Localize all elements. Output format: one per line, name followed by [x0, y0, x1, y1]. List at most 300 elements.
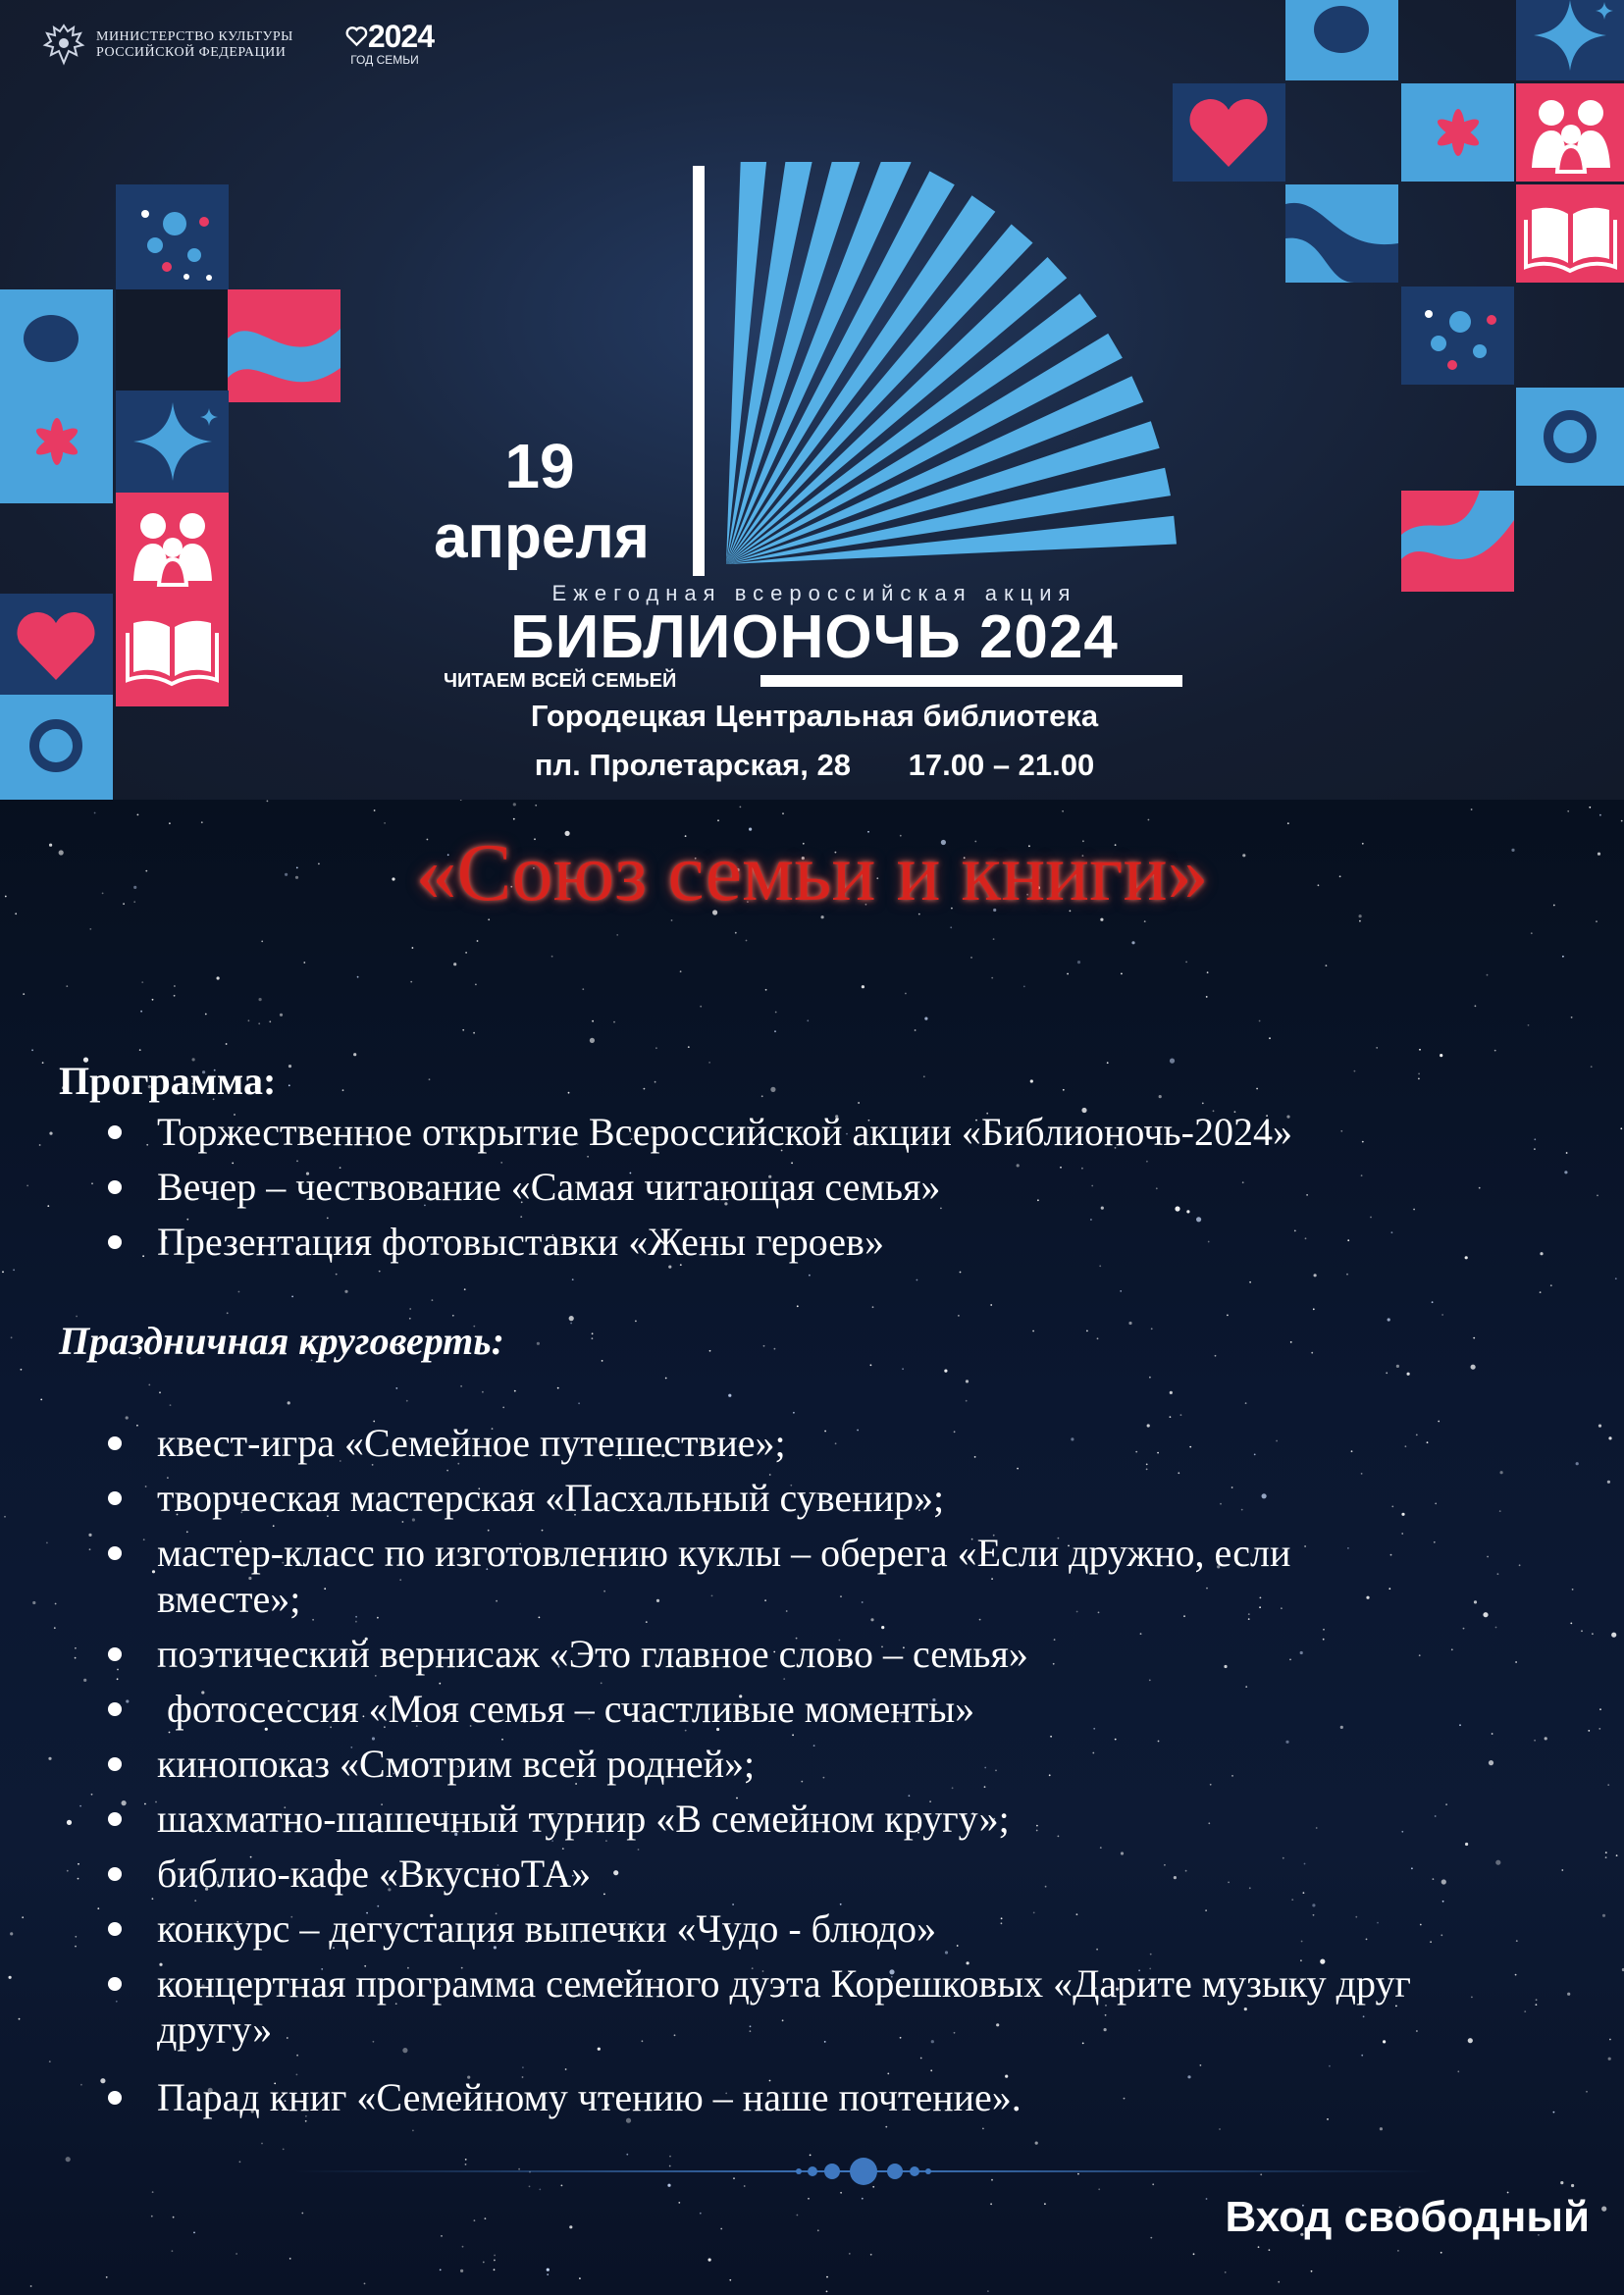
open-book-icon: [1516, 184, 1624, 283]
star-dot: [152, 999, 154, 1001]
star-dot: [1067, 973, 1069, 975]
star-dot: [1311, 1352, 1313, 1354]
star-dot: [568, 1092, 570, 1094]
star-dot: [429, 1078, 431, 1080]
star-dot: [1561, 1869, 1563, 1871]
star-dot: [1396, 1365, 1399, 1368]
star-dot: [590, 1038, 595, 1043]
star-dot: [239, 2161, 241, 2163]
star-dot: [1540, 1252, 1543, 1255]
star-dot: [720, 2228, 722, 2230]
year-of-family-number: 2024: [367, 19, 434, 54]
star-dot: [494, 2260, 496, 2262]
logo-underline: [760, 675, 1182, 687]
program-heading: Программа:: [59, 1059, 277, 1103]
star-dot: [592, 1332, 594, 1334]
list-item: кинопоказ «Смотрим всей родней»;: [108, 1741, 1501, 1787]
star-dot: [1609, 2039, 1611, 2041]
wave-icon: [1401, 491, 1514, 592]
bullet-icon: [108, 1702, 122, 1716]
star-dot: [10, 1932, 13, 1935]
event-tagline: ЧИТАЕМ ВСЕЙ СЕМЬЕЙ: [444, 670, 677, 692]
star-dot: [1035, 2142, 1038, 2145]
tile-wave-right: [1285, 184, 1398, 283]
star-dot: [227, 1312, 229, 1314]
star-dot: [280, 1014, 283, 1017]
star-dot: [11, 1336, 13, 1338]
bubbles-icon: [1401, 287, 1514, 385]
star-dot: [1170, 1416, 1172, 1418]
star-dot: [1601, 2207, 1606, 2212]
bullet-icon: [108, 1125, 122, 1139]
star-dot: [75, 1647, 77, 1649]
star-dot: [1097, 1337, 1099, 1339]
star-dot: [708, 2259, 711, 2262]
star-dot: [1540, 1291, 1542, 1293]
star-dot: [1515, 1974, 1517, 1976]
star-dot: [993, 938, 995, 940]
star-dot: [89, 1548, 91, 1550]
star-dot: [441, 2235, 443, 2237]
star-dot: [1597, 1195, 1598, 1197]
star-dot: [1487, 974, 1489, 976]
star-dot: [460, 800, 462, 801]
star-dot: [226, 1043, 228, 1045]
star-dot: [537, 1342, 540, 1345]
bullet-icon: [108, 1977, 122, 1991]
star-dot: [678, 2202, 680, 2204]
star-dot: [602, 1360, 603, 1362]
star-dot: [1586, 2091, 1588, 2093]
star-dot: [289, 2258, 291, 2260]
star-dot: [582, 988, 584, 990]
bullet-icon: [108, 2091, 122, 2105]
star-dot: [746, 940, 748, 942]
star-dot: [303, 962, 305, 964]
tile-family-right: [1516, 83, 1624, 182]
star-dot: [770, 1087, 775, 1092]
list-item: Торжественное открытие Всероссийской акции «Библионочь-2024»: [108, 1109, 1501, 1155]
star-dot: [1607, 1481, 1610, 1484]
heart-icon: [0, 594, 113, 697]
star-dot: [547, 2269, 550, 2271]
star-dot: [106, 2276, 108, 2278]
bullet-icon: [108, 1867, 122, 1881]
star-dot: [665, 1378, 667, 1380]
star-dot: [655, 1047, 657, 1049]
star-dot: [139, 1049, 141, 1051]
star-dot: [1432, 1301, 1434, 1303]
ring-icon: [1516, 388, 1624, 486]
star-dot: [173, 2217, 175, 2218]
book-fan-logo-icon: [687, 162, 1197, 584]
star-dot: [1515, 1661, 1517, 1663]
star-dot: [75, 1657, 77, 1659]
star-dot: [1536, 1999, 1538, 2001]
star-dot: [1519, 1564, 1521, 1566]
star-dot: [238, 1291, 240, 1293]
star-dot: [902, 1368, 904, 1370]
star-dot: [1572, 1589, 1574, 1591]
star-dot: [1471, 1365, 1476, 1370]
star-dot: [462, 1029, 464, 1031]
star-dot: [1570, 1623, 1572, 1625]
venue-line: [324, 748, 1305, 783]
star-dot: [440, 2269, 442, 2271]
star-dot: [1598, 1728, 1600, 1730]
star-dot: [1278, 2281, 1280, 2283]
star-dot: [1269, 2249, 1271, 2251]
bullet-icon: [108, 1235, 122, 1249]
star-dot: [1531, 932, 1533, 934]
star-dot: [1032, 1330, 1034, 1332]
star-dot: [809, 1275, 811, 1277]
star-dot: [817, 2229, 819, 2231]
star-dot: [1605, 1856, 1607, 1858]
star-dot: [432, 1299, 434, 1301]
star-dot: [26, 1185, 28, 1187]
star-dot: [735, 932, 737, 934]
star-dot: [635, 1321, 637, 1323]
star-dot: [217, 976, 220, 979]
main-title: «Союз семьи и книги»: [415, 827, 1209, 918]
star-dot: [1524, 2010, 1526, 2012]
star-dot: [1206, 996, 1208, 998]
star-dot: [91, 1794, 93, 1796]
list-item: Презентация фотовыставки «Жены героев»: [108, 1219, 1501, 1265]
list-item: мастер-класс по изготовлению куклы – оберега «Если дружно, если вместе»;: [108, 1530, 1501, 1622]
star-dot: [924, 1017, 927, 1020]
star-dot: [288, 1065, 291, 1068]
star-dot: [808, 2198, 810, 2200]
star-dot: [137, 814, 139, 816]
list-item: Парад книг «Семейному чтению – наше почтение».: [108, 2074, 1501, 2120]
star-dot: [858, 1102, 860, 1104]
star-dot: [740, 807, 742, 808]
bubbles-icon: [116, 184, 229, 297]
star-dot: [1314, 1274, 1317, 1277]
star-dot: [78, 1863, 79, 1865]
star-dot: [67, 1820, 72, 1825]
tile-heart: [0, 594, 113, 706]
tile-flower-right: [1401, 83, 1514, 182]
star-dot: [1170, 1059, 1175, 1064]
star-dot: [364, 2283, 366, 2285]
star-dot: [1534, 1148, 1536, 1150]
star-dot: [1592, 1633, 1594, 1635]
star-dot: [872, 2186, 874, 2188]
star-dot: [83, 1679, 86, 1682]
star-dot: [67, 1870, 69, 1872]
tile-circle-top: [1285, 0, 1398, 80]
star-dot: [709, 1350, 711, 1352]
star-dot: [1386, 1372, 1388, 1374]
star-dot: [482, 1391, 484, 1393]
star-dot: [39, 1144, 41, 1146]
star-dot: [1560, 2181, 1563, 2184]
star-dot: [1562, 956, 1564, 958]
star-dot: [23, 993, 25, 995]
year-of-family-caption: ГОД СЕМЬИ: [350, 53, 419, 67]
star-dot: [193, 2232, 195, 2234]
star-dot: [547, 2273, 549, 2275]
star-dot: [1591, 1066, 1593, 1068]
program-list: [108, 1109, 1501, 1274]
star-dot: [473, 1032, 475, 1034]
star-dot: [148, 1384, 150, 1386]
star-dot: [578, 1402, 580, 1404]
star-dot: [1023, 986, 1025, 988]
star-dot: [1553, 2112, 1555, 2113]
star-dot: [1545, 1737, 1547, 1740]
bullet-icon: [108, 1922, 122, 1936]
star-dot: [460, 1385, 462, 1387]
star-dot: [1151, 1328, 1153, 1330]
star-dot: [1193, 2253, 1195, 2255]
star-dot: [1611, 1633, 1616, 1638]
star-dot: [19, 2018, 21, 2020]
star-dot: [236, 2253, 237, 2255]
tile-dots: [116, 184, 229, 297]
star-dot: [75, 1946, 77, 1948]
star-dot: [89, 928, 91, 930]
star-dot: [1621, 820, 1623, 822]
star-dot: [1418, 1078, 1420, 1080]
star-dot: [1441, 1314, 1443, 1316]
star-dot: [793, 1412, 795, 1414]
star-dot: [1225, 2271, 1227, 2273]
star-dot: [1256, 1088, 1258, 1090]
star-dot: [54, 1627, 56, 1629]
star-dot: [205, 1014, 207, 1016]
star-dot: [570, 1323, 572, 1325]
star-dot: [1440, 1054, 1442, 1057]
star-dot: [55, 1603, 57, 1605]
star-dot: [1227, 1315, 1229, 1317]
star-dot: [1062, 810, 1064, 812]
tile-ring: [0, 695, 113, 808]
star-dot: [557, 1387, 559, 1389]
list-item: конкурс – дегустация выпечки «Чудо - блюдо»: [108, 1905, 1501, 1952]
star-dot: [1128, 1322, 1131, 1325]
family-icon: [1516, 83, 1624, 182]
star-dot: [539, 2189, 541, 2191]
star-dot: [1576, 1462, 1579, 1465]
star-dot: [2, 1271, 4, 1273]
star-dot: [1536, 2004, 1538, 2006]
year-of-family-logo: [345, 20, 434, 67]
star-dot: [32, 1601, 35, 1604]
star-dot: [477, 940, 479, 942]
ornamental-divider-icon: [294, 2157, 1433, 2186]
star-dot: [966, 1400, 968, 1402]
star-dot: [409, 1308, 411, 1310]
star-dot: [1249, 1281, 1251, 1283]
star-dot: [680, 970, 682, 972]
star-dot: [494, 2269, 496, 2270]
star-dot: [374, 809, 376, 811]
circle-icon: [0, 289, 113, 402]
star-dot: [782, 812, 784, 814]
star-dot: [1120, 1290, 1122, 1292]
star-dot: [761, 1095, 763, 1097]
star-dot: [42, 1062, 44, 1064]
bullet-icon: [108, 1647, 122, 1661]
sparkle-icon: [116, 391, 229, 494]
star-dot: [1567, 810, 1569, 812]
star-dot: [765, 989, 767, 991]
ministry-logo: [41, 22, 293, 69]
star-dot: [797, 1305, 799, 1307]
list-item: квест-игра «Семейное путешествие»;: [108, 1420, 1501, 1466]
tile-dots-right: [1401, 287, 1514, 385]
star-dot: [1259, 1020, 1261, 1022]
family-icon: [116, 493, 229, 596]
star-dot: [13, 1269, 15, 1271]
star-dot: [453, 963, 456, 965]
star-dot: [1607, 1784, 1609, 1786]
star-dot: [1148, 819, 1150, 821]
star-dot: [170, 1404, 172, 1406]
star-dot: [966, 1380, 969, 1382]
tile-circle: [0, 289, 113, 402]
star-dot: [159, 1391, 161, 1393]
tile-wave: [228, 289, 341, 402]
star-dot: [94, 812, 96, 814]
tile-book: [116, 594, 229, 706]
star-dot: [1077, 961, 1080, 964]
tile-ring-right: [1516, 388, 1624, 486]
star-dot: [1589, 807, 1591, 808]
star-dot: [452, 1315, 454, 1317]
star-dot: [140, 1011, 142, 1013]
star-dot: [1207, 971, 1209, 973]
star-dot: [88, 1534, 91, 1537]
wave-icon: [1285, 184, 1398, 283]
star-dot: [1534, 1138, 1536, 1140]
ministry-line-2: РОССИЙСКОЙ ФЕДЕРАЦИИ: [96, 45, 287, 60]
star-dot: [1608, 2058, 1611, 2060]
star-dot: [475, 984, 477, 986]
star-dot: [775, 1012, 777, 1014]
star-dot: [569, 2225, 572, 2228]
bullet-icon: [108, 1491, 122, 1505]
star-dot: [174, 985, 176, 987]
tile-family: [116, 493, 229, 605]
star-dot: [870, 1364, 872, 1366]
star-dot: [1599, 1708, 1601, 1710]
star-dot: [655, 1081, 656, 1083]
star-dot: [535, 805, 537, 807]
star-dot: [579, 2277, 581, 2279]
star-dot: [763, 1345, 765, 1347]
star-dot: [172, 2250, 174, 2252]
star-dot: [288, 1084, 290, 1086]
star-dot: [1528, 1024, 1530, 1026]
bullet-icon: [108, 1436, 122, 1450]
list-item: шахматно-шашечный турнир «В семейном кругу»;: [108, 1796, 1501, 1842]
star-dot: [267, 801, 269, 803]
star-dot: [344, 1290, 347, 1293]
star-dot: [80, 2084, 82, 2086]
tile-book-right: [1516, 184, 1624, 283]
star-dot: [1346, 1274, 1348, 1276]
star-dot: [807, 1019, 809, 1021]
star-dot: [774, 1030, 776, 1032]
tile-sparkle-top: [1516, 0, 1624, 80]
star-dot: [357, 976, 359, 978]
star-dot: [870, 2254, 872, 2256]
star-dot: [141, 981, 143, 983]
star-dot: [840, 2192, 842, 2194]
star-dot: [474, 2219, 476, 2221]
star-dot: [569, 1316, 574, 1321]
star-dot: [872, 1306, 874, 1308]
star-dot: [1215, 1355, 1217, 1357]
star-dot: [1615, 1278, 1617, 1279]
star-dot: [862, 985, 864, 988]
star-dot: [1564, 1171, 1567, 1174]
star-dot: [1475, 1005, 1477, 1007]
star-dot: [91, 1182, 93, 1184]
star-dot: [826, 2276, 828, 2278]
tile-sparkle: [116, 391, 229, 503]
star-dot: [301, 2213, 303, 2215]
star-dot: [1534, 1740, 1536, 1742]
star-dot: [1311, 2270, 1313, 2272]
star-dot: [1185, 962, 1187, 964]
circle-icon: [1285, 0, 1398, 80]
star-dot: [49, 1132, 52, 1135]
tile-flower: [0, 391, 113, 503]
star-dot: [1605, 1852, 1607, 1853]
star-dot: [923, 1075, 925, 1077]
star-dot: [201, 821, 203, 823]
star-dot: [1107, 1062, 1109, 1064]
star-dot: [1602, 1914, 1605, 1917]
ring-icon: [0, 695, 113, 798]
star-dot: [1388, 1318, 1390, 1321]
star-dot: [412, 2130, 414, 2132]
star-dot: [1473, 1337, 1475, 1339]
star-dot: [1419, 1049, 1421, 1051]
star-dot: [283, 2149, 285, 2151]
star-dot: [1581, 1630, 1583, 1632]
star-dot: [990, 1304, 992, 1306]
star-dot: [950, 926, 952, 928]
star-dot: [613, 1021, 615, 1023]
star-dot: [46, 1542, 48, 1544]
star-dot: [342, 1089, 344, 1091]
star-dot: [1030, 1079, 1033, 1082]
star-dot: [1086, 1330, 1088, 1332]
star-dot: [1588, 1730, 1590, 1732]
star-dot: [4, 1516, 6, 1518]
star-dot: [1159, 1095, 1162, 1098]
star-dot: [905, 993, 907, 995]
wave-icon: [228, 289, 341, 392]
star-dot: [269, 1020, 271, 1022]
star-dot: [1571, 1017, 1573, 1018]
star-dot: [258, 1022, 260, 1024]
star-dot: [1376, 1047, 1378, 1049]
star-dot: [616, 934, 618, 936]
star-dot: [151, 2216, 153, 2217]
star-dot: [288, 1401, 290, 1404]
star-dot: [1571, 2184, 1574, 2187]
star-dot: [494, 2255, 496, 2257]
star-dot: [248, 1019, 250, 1021]
